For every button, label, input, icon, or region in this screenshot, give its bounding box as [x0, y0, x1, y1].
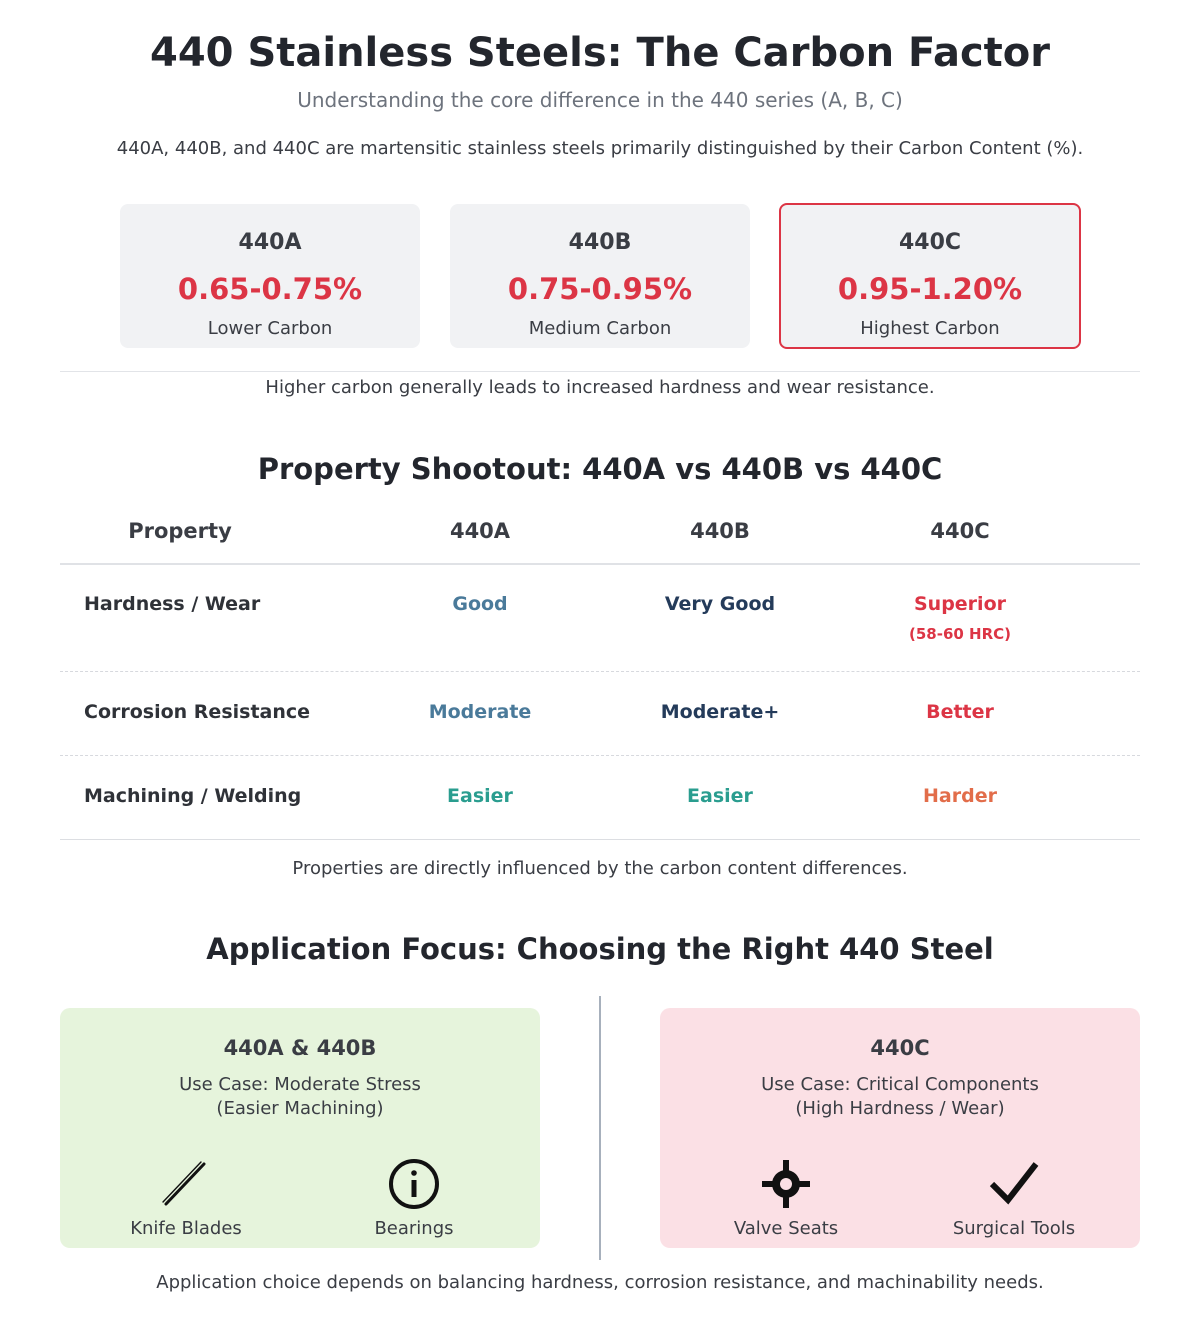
carbon-card-440c — [779, 203, 1081, 349]
row-property-label: Corrosion Resistance — [84, 701, 311, 723]
applications-note: Application choice depends on balancing hardness, corrosion resistance, and machinability needs. — [156, 1272, 1044, 1293]
cell-440a: Good — [452, 593, 508, 615]
panel-divider — [599, 996, 601, 1260]
table-bottom-divider — [60, 839, 1140, 840]
carbon-card-440a — [120, 204, 420, 348]
application-item-label: Bearings — [374, 1218, 454, 1239]
cell-440a: Moderate — [428, 701, 532, 723]
card-carbon-level: Lower Carbon — [207, 318, 333, 339]
application-use-case: Use Case: Moderate Stress — [179, 1074, 421, 1095]
card-grade: 440B — [568, 230, 632, 255]
cell-440c-hrc: (58-60 HRC) — [908, 625, 1012, 643]
application-panel-440c — [660, 1008, 1140, 1248]
card-carbon-percent: 0.95-1.20% — [837, 272, 1023, 306]
row-divider — [60, 671, 1140, 672]
table-header-440a: 440A — [449, 519, 511, 543]
shootout-note: Properties are directly influenced by the carbon content differences. — [292, 858, 908, 879]
intro-text: 440A, 440B, and 440C are martensitic stainless steels primarily distinguished by their Carbon Content (%). — [116, 138, 1084, 159]
cell-440c: Better — [926, 701, 994, 723]
card-carbon-percent: 0.65-0.75% — [177, 272, 363, 306]
row-divider — [60, 755, 1140, 756]
application-panel-440a-440b — [60, 1008, 540, 1248]
bearing-icon — [386, 1156, 442, 1212]
checkmark-icon — [986, 1156, 1042, 1212]
row-property-label: Machining / Welding — [84, 785, 302, 807]
table-header-440c: 440C — [930, 519, 990, 543]
cell-440b: Very Good — [664, 593, 776, 615]
valve-seat-icon — [758, 1156, 814, 1212]
cell-440c: Superior — [913, 593, 1006, 615]
application-grade: 440A & 440B — [223, 1036, 377, 1060]
applications-title: Application Focus: Choosing the Right 440 Steel — [206, 932, 994, 966]
card-carbon-level: Highest Carbon — [860, 318, 1000, 339]
card-carbon-level: Medium Carbon — [528, 318, 672, 339]
page-subtitle: Understanding the core difference in the 440 series (A, B, C) — [297, 88, 903, 112]
cell-440c: Harder — [923, 785, 997, 807]
card-carbon-percent: 0.75-0.95% — [507, 272, 693, 306]
application-use-case: Use Case: Critical Components — [761, 1074, 1039, 1095]
cell-440b: Easier — [687, 785, 753, 807]
cell-440a: Easier — [447, 785, 513, 807]
row-property-label: Hardness / Wear — [84, 593, 261, 615]
cell-440b: Moderate+ — [660, 701, 780, 723]
divider — [60, 371, 1140, 372]
card-grade: 440C — [898, 230, 962, 255]
application-item-label: Valve Seats — [733, 1218, 839, 1239]
application-grade: 440C — [870, 1036, 930, 1060]
table-header-property: Property — [128, 519, 232, 543]
application-item-label: Surgical Tools — [952, 1218, 1076, 1239]
table-header-440b: 440B — [690, 519, 750, 543]
application-use-note: (Easier Machining) — [216, 1098, 384, 1119]
page-title: 440 Stainless Steels: The Carbon Factor — [150, 30, 1050, 76]
table-header-divider — [60, 563, 1140, 565]
carbon-card-440b — [450, 204, 750, 348]
application-item-label: Knife Blades — [130, 1218, 242, 1239]
carbon-note: Higher carbon generally leads to increased hardness and wear resistance. — [265, 377, 935, 398]
shootout-title: Property Shootout: 440A vs 440B vs 440C — [257, 452, 943, 486]
card-grade: 440A — [238, 230, 302, 255]
knife-blade-icon — [158, 1156, 214, 1212]
application-use-note: (High Hardness / Wear) — [795, 1098, 1005, 1119]
